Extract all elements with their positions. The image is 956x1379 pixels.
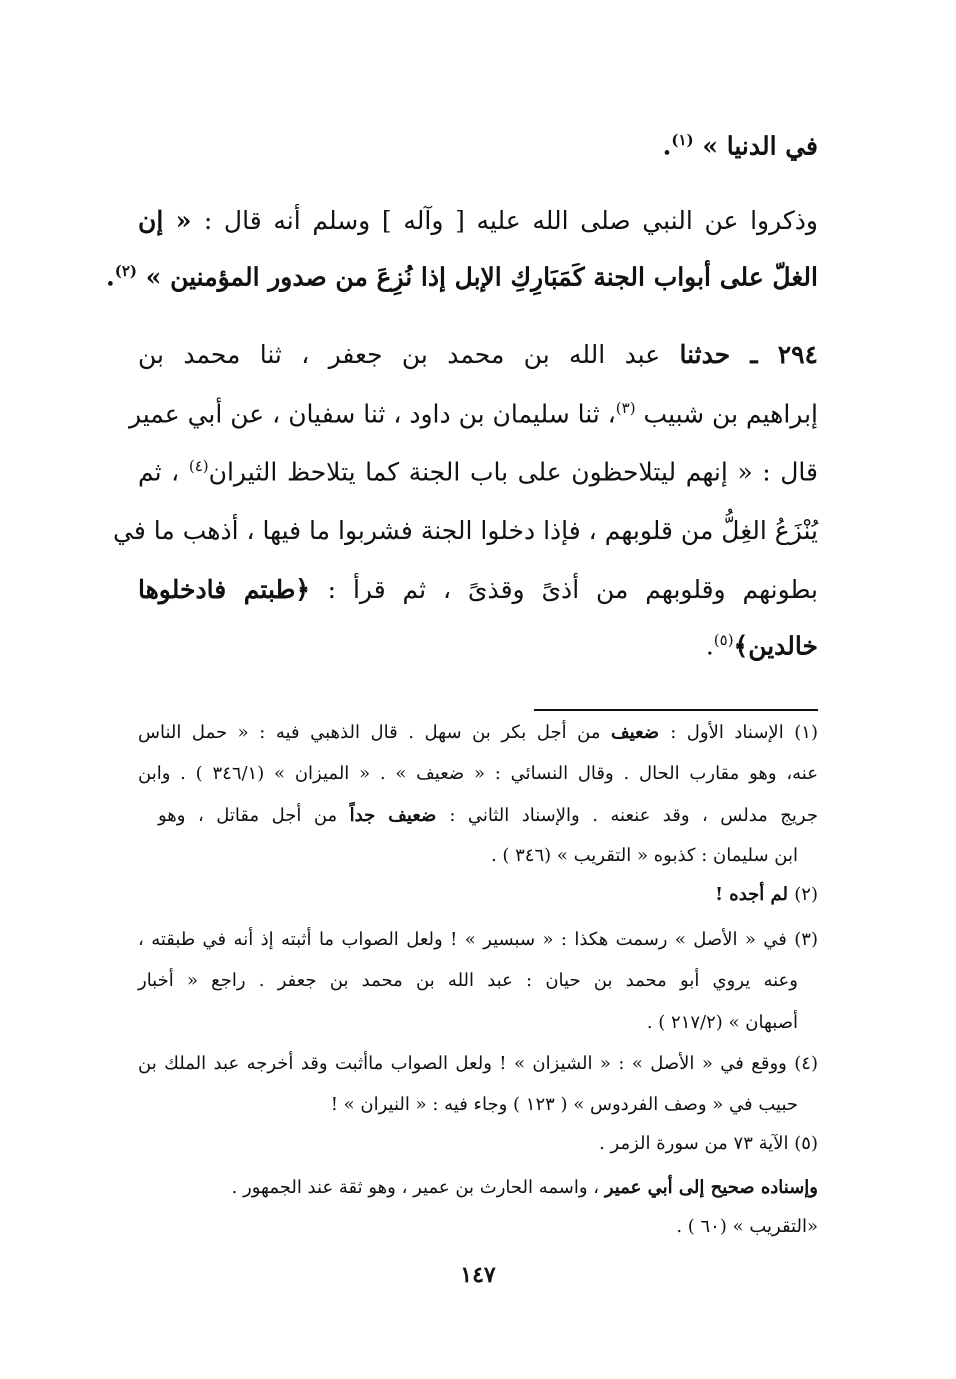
main-line-3-space	[137, 262, 146, 291]
footnote-ref-4: (٤)	[188, 457, 209, 475]
quran-verse-start: ﴿طبتم فادخلوها	[138, 575, 328, 604]
page-number: ١٤٧	[460, 1262, 496, 1288]
footnote-1-rest: من أجل بكر بن سهل . قال الذهبي فيه : « حمل الناس	[138, 722, 612, 743]
main-line-6	[138, 457, 818, 486]
main-line-3-end: .	[106, 262, 115, 292]
footnote-line-11	[138, 1133, 818, 1154]
footnote-1-cont-3: ابن سليمان : كذبوه « التقريب » (٣٤٦ ) .	[490, 845, 798, 866]
main-line-3	[106, 262, 818, 292]
main-line-2	[138, 206, 818, 235]
main-line-1-end: .	[662, 131, 672, 161]
footnote-line-2	[138, 763, 818, 784]
footnote-1-cont-2-rest: من أجل مقاتل ، وهو	[158, 805, 350, 826]
footnote-5-cont-2: «التقريب » (٦٠ ) .	[676, 1216, 818, 1237]
quran-verse-end: خالدين﴾	[733, 631, 818, 661]
footnote-ref-1: (١)	[671, 131, 694, 149]
footnote-line-8	[158, 1012, 798, 1033]
footnote-line-7	[138, 970, 798, 991]
main-line-2-bold: « إن	[138, 206, 204, 235]
main-line-9	[138, 631, 818, 660]
footnote-5-bold: وإسناده صحيح إلى أبي عمير	[604, 1177, 818, 1198]
main-line-6-rest: ، ثم	[138, 457, 189, 487]
main-line-3-text: الغلّ على أبواب الجنة كَمَبَارِكِ الإبل إذا نُزِعَ من صدور المؤمنين »	[145, 262, 818, 292]
footnote-line-10	[158, 1094, 798, 1115]
main-line-4	[138, 340, 818, 369]
footnote-2-text: لم أجده !	[715, 884, 795, 905]
footnote-1-bold-2: ضعيف جداً	[349, 805, 450, 826]
hadith-number-294: ٢٩٤ ـ حدثنا	[679, 340, 818, 369]
footnote-3-cont-2: أصبهان » (٢١٧/٢ ) .	[646, 1012, 798, 1033]
footnote-1-bold: ضعيف	[611, 722, 671, 743]
footnote-divider	[534, 709, 818, 711]
footnote-5-text: (٥) الآية ٧٣ من سورة الزمر .	[599, 1133, 818, 1154]
main-line-7	[113, 516, 818, 545]
main-line-8-text: بطونهم وقلوبهم من أذىً وقذىً ، ثم قرأ :	[327, 575, 818, 604]
footnote-2-number: (٢)	[794, 884, 818, 905]
footnote-1-text: (١) الإسناد الأول :	[670, 722, 818, 743]
main-line-8	[138, 575, 818, 604]
footnote-1-cont-1: عنه، وهو مقارب الحال . وقال النسائي : « ضعيف » . « الميزان » (٣٤٦/١ ) . وابن	[138, 763, 818, 784]
main-line-7-text: يُنْزَعُ الغِلُّ من قلوبهم ، فإذا دخلوا الجنة فشربوا ما فيها ، أذهب ما في	[113, 516, 818, 545]
footnote-line-6	[138, 929, 818, 950]
footnote-4-text: (٤) ووقع في « الأصل » : « الشيزان » ! ولعل الصواب ماأثبت وقد أخرجه عبد الملك بن	[138, 1053, 818, 1074]
footnote-5-cont-1: ، واسمه الحارث بن عمير ، وهو ثقة عند الجمهور .	[231, 1177, 605, 1198]
main-line-1	[138, 131, 818, 160]
footnote-ref-2: (٢)	[114, 262, 138, 280]
footnote-ref-5: (٥)	[713, 631, 734, 649]
footnote-line-1	[138, 722, 818, 743]
main-line-2-text: وذكروا عن النبي صلى الله عليه [ وآله ] وسلم أنه قال :	[203, 206, 818, 235]
main-line-5-rest: ، ثنا سليمان بن داود ، ثنا سفيان ، عن أبي عمير	[128, 399, 616, 429]
footnote-4-cont-1: حبيب في « وصف الفردوس » ( ١٢٣ ) وجاء فيه : « النيران » !	[330, 1094, 798, 1115]
main-line-9-end: .	[705, 631, 714, 661]
main-line-5-text: إبراهيم بن شبيب	[643, 399, 818, 429]
main-line-5-space	[636, 399, 644, 428]
main-line-4-text: عبد الله بن محمد بن جعفر ، ثنا محمد بن	[138, 340, 680, 369]
main-line-5	[128, 399, 818, 429]
footnote-1-cont-2: جريج مدلس ، وقد عنعنه . والإسناد الثاني :	[449, 805, 818, 826]
footnote-line-13	[138, 1216, 818, 1237]
footnote-3-cont-1: وعنه يروي أبو محمد بن حيان : عبد الله بن محمد بن جعفر . راجع « أخبار	[138, 970, 798, 991]
main-line-6-text: قال : « إنهم ليتلاحظون على باب الجنة كما يتلاحظ الثيران	[208, 457, 818, 487]
footnote-line-9	[138, 1053, 818, 1074]
footnote-3-text: (٣) في « الأصل » رسمت هكذا : « سبسير » ! ولعل الصواب ما أثبته إذ أنه في طبقته ،	[138, 929, 818, 950]
footnote-line-12	[138, 1177, 818, 1198]
main-line-1-text: في الدنيا »	[702, 131, 818, 161]
footnote-ref-3: (٣)	[615, 399, 636, 417]
footnote-line-5	[138, 884, 818, 905]
footnote-line-3	[158, 805, 818, 826]
footnote-line-4	[158, 845, 798, 866]
